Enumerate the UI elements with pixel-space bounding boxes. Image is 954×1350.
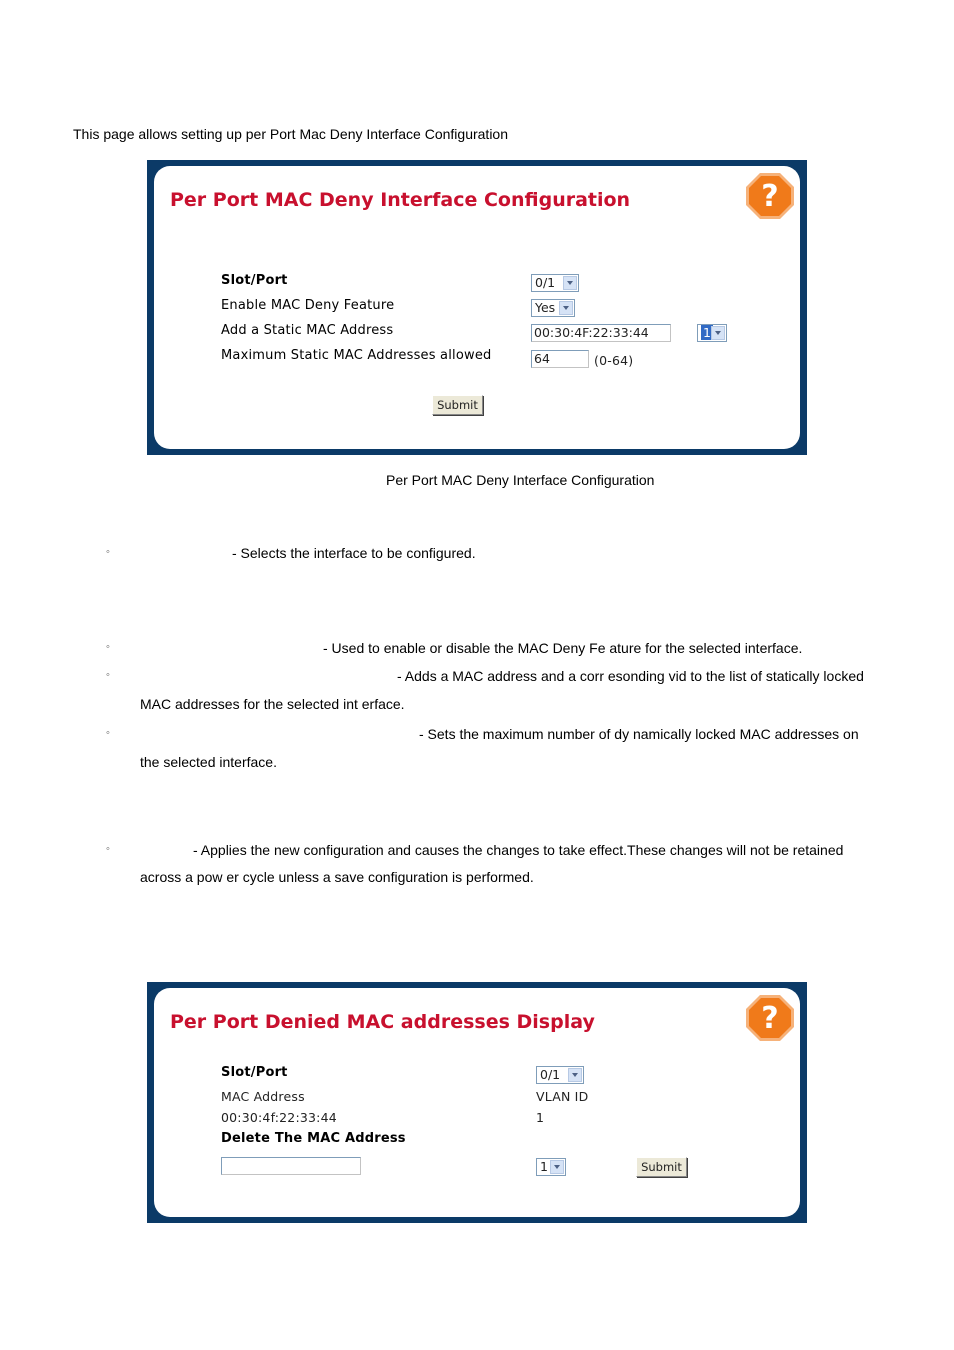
bullet-enable: ◦ <box>106 641 110 653</box>
submit-button[interactable]: Submit <box>432 395 483 415</box>
chevron-down-icon <box>550 1160 564 1174</box>
enable-mac-deny-select[interactable] <box>531 299 575 317</box>
max-static-mac-input[interactable]: 64 <box>531 350 589 368</box>
delete-mac-input[interactable] <box>221 1157 361 1175</box>
desc-submit-line2: across a pow er cycle unless a save configuration is performed. <box>140 869 534 885</box>
desc-enable: - Used to enable or disable the MAC Deny Fe ature for the selected interface. <box>323 640 803 656</box>
denied-mac-display-panel <box>147 982 807 1223</box>
delete-mac-label: Delete The MAC Address <box>221 1131 406 1146</box>
bullet-slot: ◦ <box>106 546 110 558</box>
chevron-down-icon <box>568 1068 582 1082</box>
svg-text:?: ? <box>761 179 779 214</box>
max-range-hint: (0-64) <box>594 353 634 368</box>
panel-title: Per Port Denied MAC addresses Display <box>170 1011 595 1033</box>
bullet-max: ◦ <box>106 727 110 739</box>
desc-max-line2: the selected interface. <box>140 754 277 770</box>
vlan-value: 1 <box>540 1159 548 1174</box>
mac-row-address: 00:30:4f:22:33:44 <box>221 1110 337 1125</box>
slot-port-label: Slot/Port <box>221 1065 288 1080</box>
desc-submit-line1: - Applies the new configuration and causes the changes to take effect.These changes will not be retained <box>193 842 844 858</box>
slot-port-select[interactable] <box>531 274 579 292</box>
enable-value: Yes <box>535 300 556 315</box>
bullet-add: ◦ <box>106 669 110 681</box>
mac-deny-config-panel <box>147 160 807 455</box>
help-icon[interactable] <box>744 992 796 1044</box>
panel-title: Per Port MAC Deny Interface Configuration <box>170 189 631 211</box>
slot-port-select[interactable] <box>536 1066 584 1084</box>
slot-port-value: 0/1 <box>535 275 556 290</box>
panel-body <box>154 988 800 1217</box>
mac-address-header: MAC Address <box>221 1089 305 1104</box>
static-vlan-select[interactable] <box>697 324 727 342</box>
mac-row-vlan: 1 <box>536 1110 545 1125</box>
add-static-mac-label: Add a Static MAC Address <box>221 323 394 338</box>
chevron-down-icon <box>563 276 577 290</box>
vlan-id-header: VLAN ID <box>536 1089 589 1104</box>
vlan-value: 1 <box>703 325 711 340</box>
desc-add-line2: MAC addresses for the selected int erface. <box>140 696 405 712</box>
bullet-submit: ◦ <box>106 843 110 855</box>
max-static-mac-label: Maximum Static MAC Addresses allowed <box>221 348 492 363</box>
chevron-down-icon <box>711 326 725 340</box>
delete-vlan-select[interactable] <box>536 1158 566 1176</box>
svg-text:?: ? <box>761 1001 779 1036</box>
desc-max-line1: - Sets the maximum number of dy namically locked MAC addresses on <box>419 726 859 742</box>
static-mac-input[interactable]: 00:30:4F:22:33:44 <box>531 324 671 342</box>
help-icon[interactable] <box>744 170 796 222</box>
desc-slot-port: - Selects the interface to be configured. <box>232 545 476 561</box>
panel-body <box>154 166 800 449</box>
intro-text: This page allows setting up per Port Mac Deny Interface Configuration <box>73 126 509 142</box>
chevron-down-icon <box>559 301 573 315</box>
delete-submit-button[interactable]: Submit <box>636 1157 687 1177</box>
figure-caption: Per Port MAC Deny Interface Configuration <box>386 472 655 488</box>
slot-port-value: 0/1 <box>540 1067 561 1082</box>
slot-port-label: Slot/Port <box>221 273 288 288</box>
desc-add-line1: - Adds a MAC address and a corr esonding vid to the list of statically locked <box>397 668 864 684</box>
enable-mac-deny-label: Enable MAC Deny Feature <box>221 298 395 313</box>
